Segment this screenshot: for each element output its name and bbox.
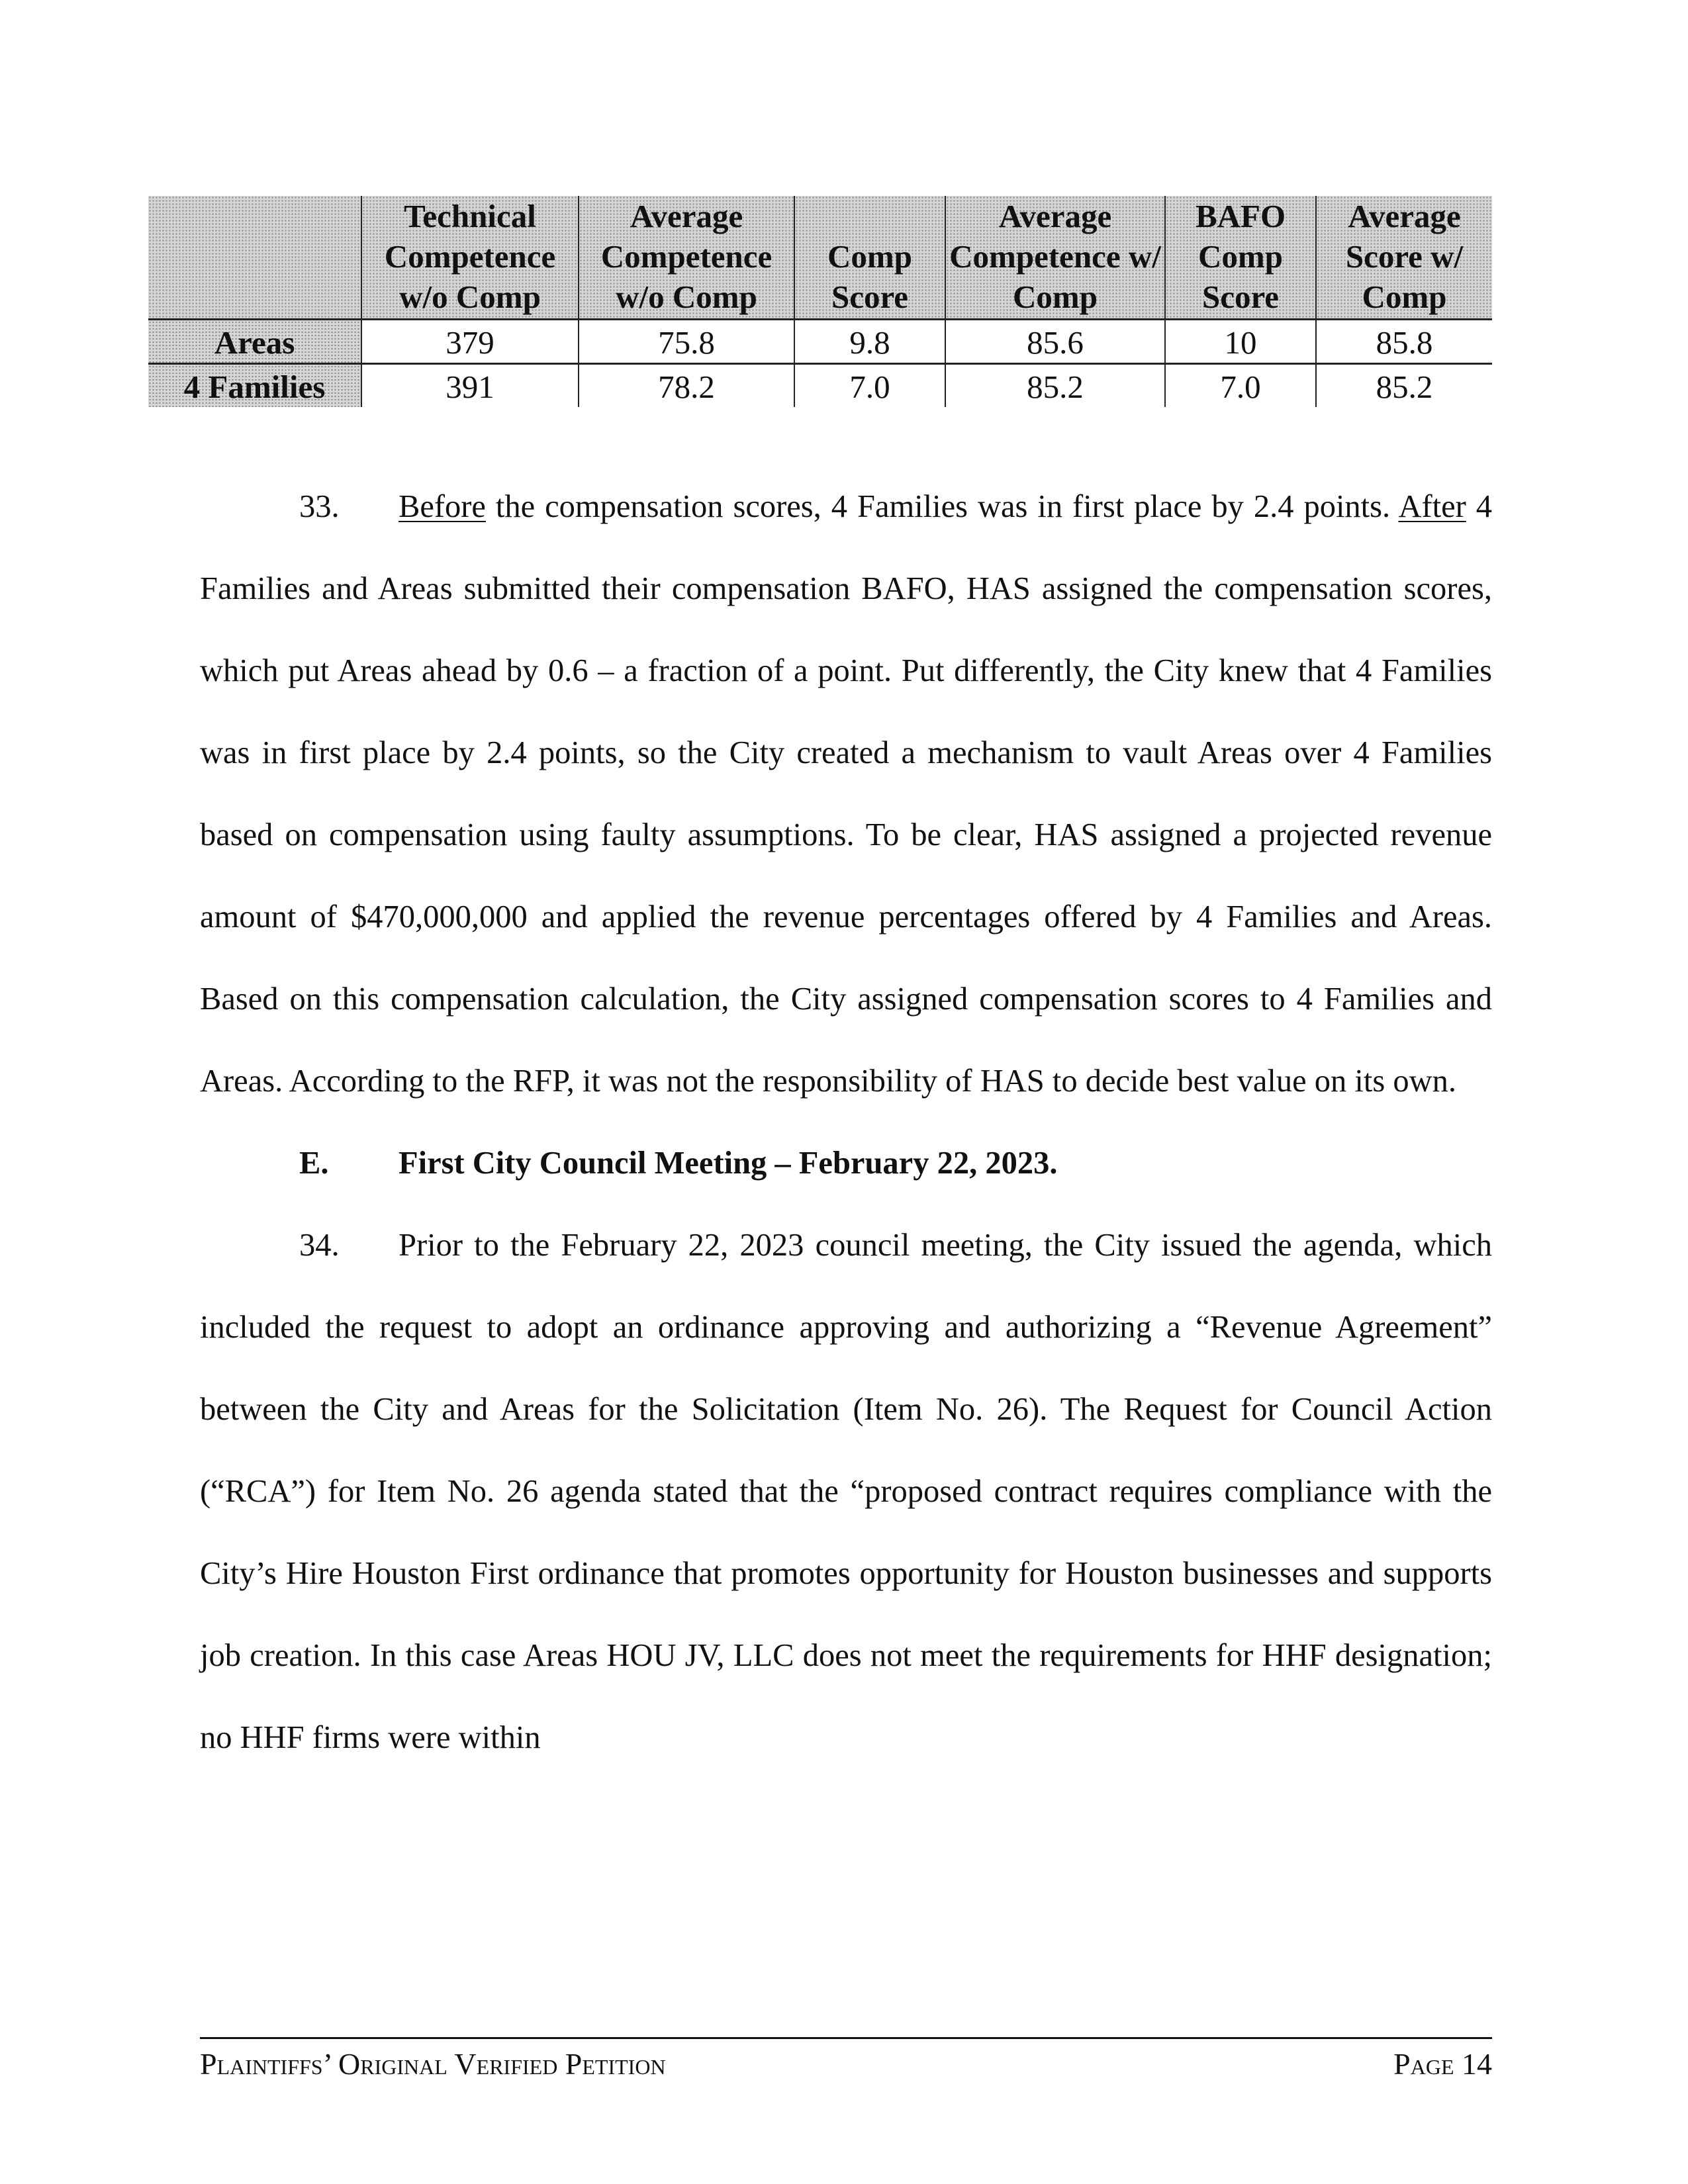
row-label-areas: Areas	[148, 320, 361, 364]
paragraph-33	[200, 466, 1492, 1122]
table-row-areas	[148, 320, 1492, 364]
header-average-score-with-comp: Average Score w/ Comp	[1316, 196, 1492, 320]
paragraph-text: 4 Families and Areas submitted their compensation BAFO, HAS assigned the compensation scores, which put Areas ahead by 0.6 – a fraction of a point. Put differently, the City knew that 4 Families was in first place by 2.4 points, so the City created a mechanism to vault Areas over 4 Families based on compensation using faulty assumptions. To be clear, HAS assigned a projected revenue amount of $470,000,000 and applied the revenue percentages offered by 4 Families and Areas. Based on this compensation calculation, the City assigned compensation scores to 4 Families and Areas. According to the RFP, it was not the responsibility of HAS to decide best value on its own.	[200, 489, 1492, 1099]
table-cell: 85.2	[1316, 364, 1492, 408]
table-cell: 85.6	[945, 320, 1165, 364]
section-heading-e	[200, 1122, 1492, 1205]
footer-document-title: Plaintiffs’ Original Verified Petition	[200, 2047, 666, 2081]
table-cell: 7.0	[794, 364, 945, 408]
paragraph-number: 34.	[299, 1228, 340, 1263]
header-average-competence-without-comp: Average Competence w/o Comp	[579, 196, 794, 320]
underlined-before: Before	[399, 489, 486, 524]
header-average-competence-with-comp: Average Competence w/ Comp	[945, 196, 1165, 320]
paragraph-number: 33.	[299, 489, 340, 524]
table-cell: 10	[1165, 320, 1316, 364]
table-cell: 9.8	[794, 320, 945, 364]
table-cell: 85.8	[1316, 320, 1492, 364]
table-cell: 391	[361, 364, 579, 408]
header-corner-cell	[148, 196, 361, 320]
footer-page-number: Page 14	[1393, 2047, 1492, 2081]
header-technical-competence: Technical Competence w/o Comp	[361, 196, 579, 320]
score-table	[148, 196, 1492, 407]
table-cell: 78.2	[579, 364, 794, 408]
table-cell: 75.8	[579, 320, 794, 364]
paragraph-text: the compensation scores, 4 Families was in first place by 2.4 points.	[485, 489, 1399, 524]
underlined-after: After	[1398, 489, 1466, 524]
header-comp-score: Comp Score	[794, 196, 945, 320]
paragraph-34	[200, 1205, 1492, 1779]
footer-divider	[200, 2037, 1492, 2039]
table-row-4-families	[148, 364, 1492, 408]
section-title: First City Council Meeting – February 22, 2023.	[399, 1146, 1058, 1181]
table-cell: 7.0	[1165, 364, 1316, 408]
header-bafo-comp-score: BAFO Comp Score	[1165, 196, 1316, 320]
row-label-4-families: 4 Families	[148, 364, 361, 408]
table-cell: 85.2	[945, 364, 1165, 408]
paragraph-text: Prior to the February 22, 2023 council meeting, the City issued the agenda, which included the request to adopt an ordinance approving and authorizing a “Revenue Agreement” between the City and Areas for the Solicitation (Item No. 26). The Request for Council Action (“RCA”) for Item No. 26 agenda stated that the “proposed contract requires compliance with the City’s Hire Houston First ordinance that promotes opportunity for Houston businesses and supports job creation. In this case Areas HOU JV, LLC does not meet the requirements for HHF designation; no HHF firms were within	[200, 1228, 1492, 1755]
section-letter: E.	[299, 1146, 329, 1181]
score-table-header	[148, 196, 1492, 320]
body-text	[200, 466, 1492, 1779]
table-cell: 379	[361, 320, 579, 364]
